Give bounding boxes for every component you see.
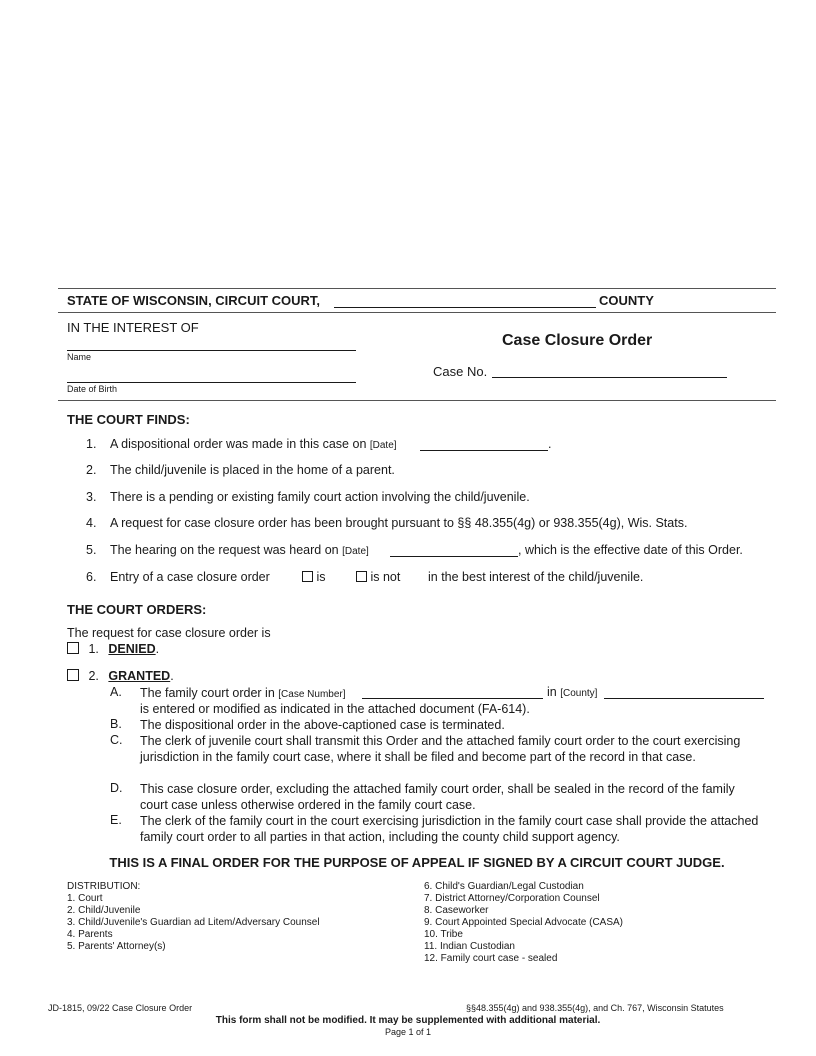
order-c-label: C.: [110, 733, 123, 747]
top-rule: [58, 288, 776, 289]
distribution-left: [67, 881, 320, 953]
findings-heading: THE COURT FINDS:: [67, 412, 190, 427]
distribution-item: 4. Parents: [67, 929, 113, 940]
case-no-label: Case No.: [433, 364, 488, 379]
finding-num-6: 6.: [86, 570, 97, 584]
granted-checkbox[interactable]: [67, 669, 79, 681]
header-bottom-rule: [58, 400, 776, 401]
order-d-text: This case closure order, excluding the attached family court order, shall be sealed in the record of the family court case unless otherwise ordered in the family court case.: [140, 782, 735, 812]
option-is-not[interactable]: is not: [356, 570, 400, 584]
distribution-item: 10. Tribe: [424, 929, 463, 940]
case-no-field[interactable]: [492, 377, 727, 378]
finding-text-4: A request for case closure order has been brought pursuant to §§ 48.355(4g) or 938.355(4g), Wis. Stats.: [110, 516, 688, 530]
modification-notice: This form shall not be modified. It may be supplemented with additional material.: [215, 1015, 601, 1026]
finding-num-5: 5.: [86, 543, 97, 557]
orders-intro: The request for case closure order is: [67, 626, 271, 640]
distribution-item: 8. Caseworker: [424, 905, 489, 916]
distribution-right: [424, 881, 623, 965]
order-b-label: B.: [110, 717, 122, 731]
finding-num-2: 2.: [86, 463, 97, 477]
order-e-label: E.: [110, 813, 122, 827]
name-label: Name: [67, 352, 92, 362]
family-county-field[interactable]: [604, 698, 764, 699]
distribution-item: 12. Family court case - sealed: [424, 953, 558, 964]
finding-text-5: The hearing on the request was heard on [Date]: [110, 543, 369, 557]
order-a-in: in [County]: [547, 685, 598, 699]
form-id: JD-1815, 09/22 Case Closure Order: [48, 1003, 193, 1013]
distribution-item: 3. Child/Juvenile's Guardian ad Litem/Adversary Counsel: [67, 917, 320, 928]
county-label: COUNTY: [599, 293, 654, 308]
distribution-item: 9. Court Appointed Special Advocate (CASA): [424, 917, 624, 928]
case-number-label: [Case Number]: [278, 689, 346, 700]
orders-heading: THE COURT ORDERS:: [67, 602, 207, 617]
order-a-text: The family court order in [Case Number]: [140, 686, 346, 700]
finding-6-suffix: in the best interest of the child/juvenile.: [428, 570, 644, 584]
finding-text-2: The child/juvenile is placed in the home of a parent.: [110, 463, 395, 477]
distribution-heading: DISTRIBUTION:: [67, 881, 141, 892]
name-field[interactable]: [67, 350, 356, 351]
statutes: §§48.355(4g) and 938.355(4g), and Ch. 767, Wisconsin Statutes: [466, 1003, 724, 1013]
option-is[interactable]: is: [302, 570, 326, 584]
family-case-number-field[interactable]: [362, 698, 543, 699]
hearing-date-field[interactable]: [390, 556, 518, 557]
county-field[interactable]: [334, 307, 596, 308]
finding-text-6: Entry of a case closure order: [110, 570, 270, 584]
date-label: [Date]: [342, 546, 369, 557]
granted-option[interactable]: 2. GRANTED.: [67, 669, 174, 683]
finding-num-1: 1.: [86, 437, 97, 451]
distribution-item: 5. Parents' Attorney(s): [67, 941, 166, 952]
dob-label: Date of Birth: [67, 384, 118, 394]
date-label: [Date]: [369, 440, 397, 451]
finding-num-3: 3.: [86, 490, 97, 504]
finding-5-suffix: , which is the effective date of this Order.: [518, 543, 743, 557]
finding-text-1: A dispositional order was made in this case on [Date]: [110, 437, 397, 451]
state-court-label: STATE OF WISCONSIN, CIRCUIT COURT,: [67, 293, 321, 308]
distribution-item: 6. Child's Guardian/Legal Custodian: [424, 881, 584, 892]
is-not-checkbox[interactable]: [356, 571, 367, 582]
finding-text-3: There is a pending or existing family court action involving the child/juvenile.: [110, 490, 530, 504]
final-order-notice: THIS IS A FINAL ORDER FOR THE PURPOSE OF APPEAL IF SIGNED BY A CIRCUIT COURT JUDGE.: [109, 855, 725, 870]
order-e-text: The clerk of the family court in the court exercising jurisdiction in the family court case shall provide the attached family court order to all parties in that action, including the county child support agency.: [140, 814, 759, 844]
order-a-text2: is entered or modified as indicated in the attached document (FA-614).: [140, 702, 530, 716]
page-number: Page 1 of 1: [384, 1027, 432, 1037]
distribution-item: 1. Court: [67, 893, 103, 904]
denied-option[interactable]: 1. DENIED.: [67, 642, 159, 656]
distribution-item: 7. District Attorney/Corporation Counsel: [424, 893, 600, 904]
county-bracket-label: [County]: [560, 688, 598, 699]
disposition-date-field[interactable]: [420, 450, 548, 451]
header-rule: [58, 312, 776, 313]
is-checkbox[interactable]: [302, 571, 313, 582]
dob-field[interactable]: [67, 382, 356, 383]
distribution-item: 2. Child/Juvenile: [67, 905, 141, 916]
finding-num-4: 4.: [86, 516, 97, 530]
order-b-text: The dispositional order in the above-captioned case is terminated.: [140, 718, 505, 732]
order-d-label: D.: [110, 781, 123, 795]
denied-checkbox[interactable]: [67, 642, 79, 654]
order-c-text: The clerk of juvenile court shall transmit this Order and the attached family court order to the court exercising jurisdiction in the family court case, where it shall be filed and become part of the record in that case.: [140, 734, 741, 764]
document-title: Case Closure Order: [502, 332, 653, 349]
in-interest-label: IN THE INTEREST OF: [67, 320, 199, 335]
distribution-item: 11. Indian Custodian: [424, 941, 515, 952]
order-a-label: A.: [110, 685, 122, 699]
